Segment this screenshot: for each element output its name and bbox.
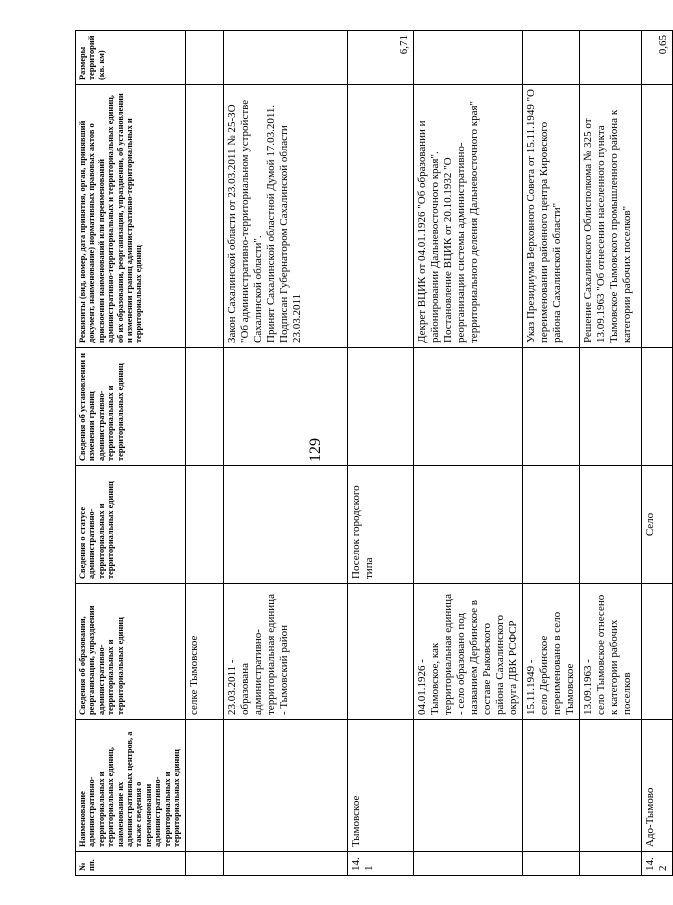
cell-formation: селке Тымовское (186, 584, 224, 720)
header-status: Сведения о статусе административно-территориальных и территориальных единиц (76, 466, 186, 584)
cell-acts: Указ Президиума Верховного Совета от 15.11.1949 "О переименовании районного центра Кировского района Сахалинской области" (523, 85, 580, 348)
header-formation: Сведения об образовании, реорганизации, упразднении административно-территориальных и территориальных единиц (76, 584, 186, 720)
cell-area (414, 31, 523, 85)
cell-number: 14.1 (348, 852, 414, 876)
cell-status (580, 466, 642, 584)
cell-formation: 15.11.1949 - село Дербинское переименовано в село Тымовское (523, 584, 580, 720)
cell-area (580, 31, 642, 85)
cell-acts (642, 85, 673, 348)
cell-name (580, 720, 642, 852)
rotated-page-content (75, 31, 669, 876)
cell-number: 14.2 (642, 852, 673, 876)
cell-name (523, 720, 580, 852)
table-row (348, 31, 414, 876)
cell-borders (414, 348, 523, 466)
cell-number (186, 852, 224, 876)
cell-name: Тымовское (348, 720, 414, 852)
table-container (75, 31, 669, 876)
registry-table (75, 30, 673, 876)
cell-area (186, 31, 224, 85)
table-row (186, 31, 224, 876)
cell-formation (642, 584, 673, 720)
cell-area: 0,65 (642, 31, 673, 85)
cell-acts: Решение Сахалинского Облисполкома № 325 от 13.09.1963 "Об отнесении населенного пункта Тымовское Тымовского промышленного района к категории рабочих поселков" (580, 85, 642, 348)
cell-acts: Закон Сахалинской области от 23.03.2011 № 25-ЗО "Об административно-территориальном устройстве Сахалинской области". Принят Сахалинской областной Думой 17.03.2011. Подписан Губернатором Сахалинской области 23.03.2011 (224, 85, 348, 348)
cell-formation (348, 584, 414, 720)
cell-acts (348, 85, 414, 348)
table-row (523, 31, 580, 876)
cell-status: Село (642, 466, 673, 584)
cell-borders (224, 348, 348, 466)
cell-area: 6,71 (348, 31, 414, 85)
cell-status (224, 466, 348, 584)
cell-status (186, 466, 224, 584)
cell-number (523, 852, 580, 876)
cell-status (523, 466, 580, 584)
cell-number (414, 852, 523, 876)
table-row (642, 31, 673, 876)
cell-number (224, 852, 348, 876)
cell-formation: 04.01.1926 - Тымовское, как территориальная единица - село образовано под названием Дербинское в составе Рыковского района Сахалинского округа ДВК РСФСР (414, 584, 523, 720)
cell-borders (580, 348, 642, 466)
cell-acts: Декрет ВЦИК от 04.01.1926 "Об образовании и районировании Дальневосточного края". Постановление ВЦИК от 20.10.1932 "О реорганизации системы административно-территориального деления Дальневосточного края" (414, 85, 523, 348)
cell-name (186, 720, 224, 852)
header-acts: Реквизиты (вид, номер, дата принятия, орган, принявший документ, наименование) нормативных правовых актов о присвоении наименований или переименований административно-территориальных и территориальных единиц, об их образовании, реорганизации, упразднении, об установлении и изменении границ административно-территориальных и территориальных единиц (76, 85, 186, 348)
cell-borders (348, 348, 414, 466)
table-header-row (76, 31, 186, 876)
table-row (580, 31, 642, 876)
cell-formation: 23.03.2011 - образована административно- территориальная единица - Тымовский район (224, 584, 348, 720)
cell-status: Поселок городского типа (348, 466, 414, 584)
cell-name: Адо-Тымово (642, 720, 673, 852)
cell-borders (642, 348, 673, 466)
header-number: № пп. (76, 852, 186, 876)
cell-name (414, 720, 523, 852)
cell-status (414, 466, 523, 584)
cell-formation: 13.09.1963 - село Тымовское отнесено к категории рабочих поселков (580, 584, 642, 720)
cell-area (523, 31, 580, 85)
cell-name (224, 720, 348, 852)
cell-borders (523, 348, 580, 466)
table-row (224, 31, 348, 876)
table-row (414, 31, 523, 876)
cell-borders (186, 348, 224, 466)
header-area: Размеры территорий (кв. км) (76, 31, 186, 85)
page-number: 129 (307, 438, 324, 462)
cell-number (580, 852, 642, 876)
cell-area (224, 31, 348, 85)
cell-acts (186, 85, 224, 348)
header-borders: Сведения об установлении и изменении границ административно-территориальных и территориальных единиц (76, 348, 186, 466)
header-name: Наименование административно-территориальных и территориальных единиц, наименование их административных центров, а также сведения о переименовании административно-территориальных и территориальных единиц (76, 720, 186, 852)
